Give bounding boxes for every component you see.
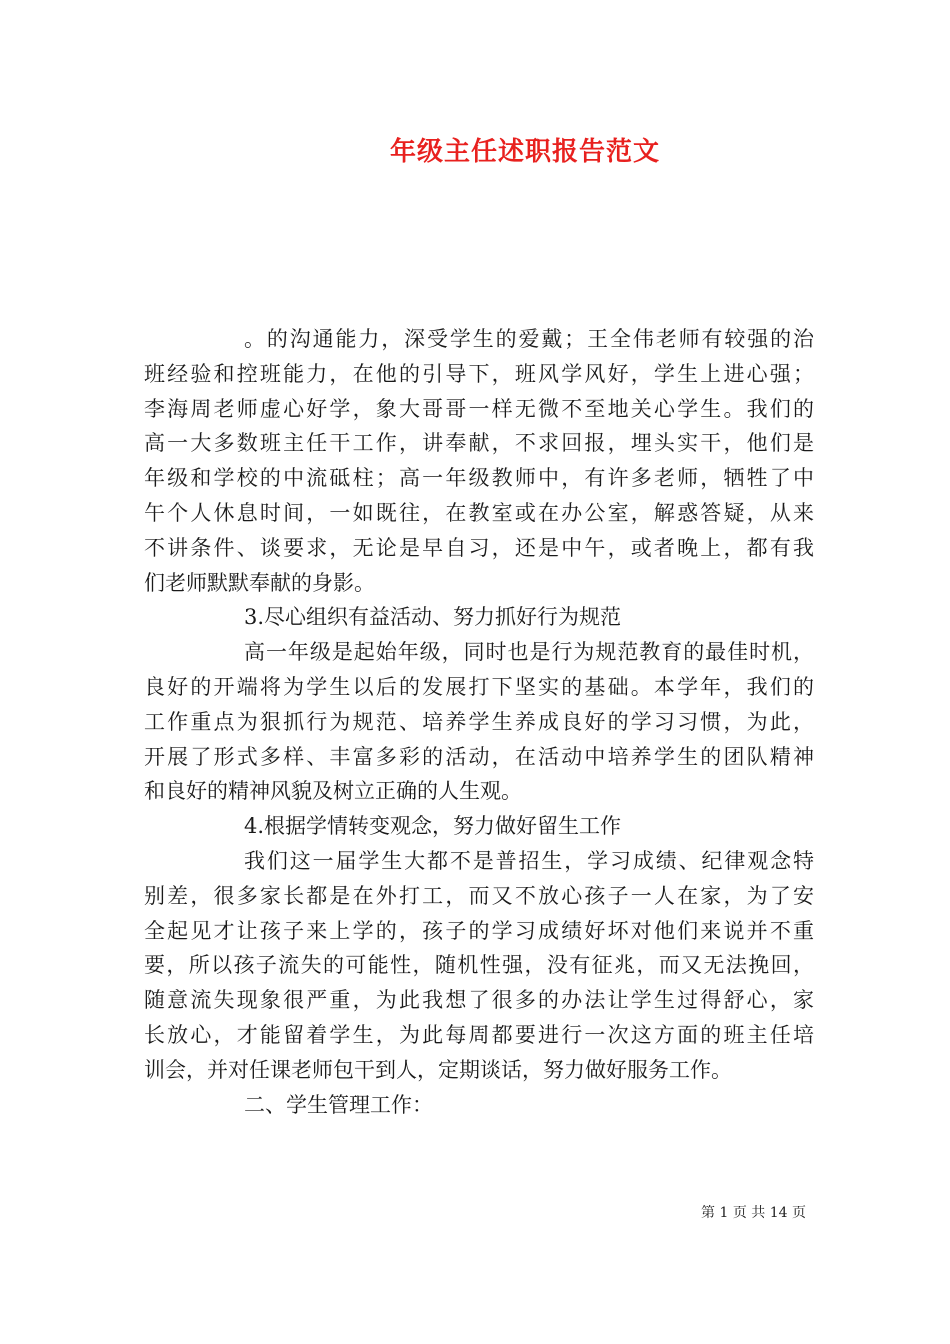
body-line: 。的沟通能力，深受学生的爱戴；王全伟老师有较强的治 <box>244 327 814 351</box>
page-indicator: 第 1 页 共 14 页 <box>701 1205 806 1221</box>
section-heading: 4.根据学情转变观念，努力做好留生工作 <box>244 814 622 839</box>
body-line: 开展了形式多样、丰富多彩的活动，在活动中培养学生的团队精神 <box>144 744 814 769</box>
body-line: 午个人休息时间，一如既往，在教室或在办公室，解惑答疑，从来 <box>144 500 814 525</box>
body-line: 不讲条件、谈要求，无论是早自习，还是中午，或者晚上，都有我 <box>144 535 814 560</box>
body-line: 别差，很多家长都是在外打工，而又不放心孩子一人在家，为了安 <box>144 883 814 908</box>
body-line: 我们这一届学生大都不是普招生，学习成绩、纪律观念特 <box>244 848 814 873</box>
body-line: 要，所以孩子流失的可能性，随机性强，没有征兆，而又无法挽回， <box>144 953 814 978</box>
body-line: 年级和学校的中流砥柱；高一年级教师中，有许多老师，牺牲了中 <box>144 466 814 491</box>
body-line: 们老师默默奉献的身影。 <box>144 570 375 595</box>
body-line: 随意流失现象很严重，为此我想了很多的办法让学生过得舒心，家 <box>144 988 814 1013</box>
body-line: 和良好的精神风貌及树立正确的人生观。 <box>144 779 522 804</box>
body-line: 高一年级是起始年级，同时也是行为规范教育的最佳时机， <box>244 640 814 665</box>
section-heading: 3.尽心组织有益活动、努力抓好行为规范 <box>244 605 622 630</box>
body-line: 工作重点为狠抓行为规范、培养学生养成良好的学习习惯，为此， <box>144 709 814 734</box>
body-line: 训会，并对任课老师包干到人，定期谈话，努力做好服务工作。 <box>144 1057 732 1082</box>
document-title: 年级主任述职报告范文 <box>389 137 660 167</box>
document-body <box>144 322 814 1122</box>
body-line: 班经验和控班能力，在他的引导下，班风学风好，学生上进心强； <box>144 361 814 386</box>
section-heading: 二、学生管理工作： <box>244 1092 433 1117</box>
body-line: 良好的开端将为学生以后的发展打下坚实的基础。本学年，我们的 <box>144 674 814 699</box>
body-line: 全起见才让孩子来上学的，孩子的学习成绩好坏对他们来说并不重 <box>144 918 814 943</box>
body-line: 李海周老师虚心好学，象大哥哥一样无微不至地关心学生。我们的 <box>144 396 814 421</box>
body-line: 高一大多数班主任干工作，讲奉献，不求回报，埋头实干，他们是 <box>144 431 814 456</box>
body-line: 长放心，才能留着学生，为此每周都要进行一次这方面的班主任培 <box>144 1022 814 1047</box>
